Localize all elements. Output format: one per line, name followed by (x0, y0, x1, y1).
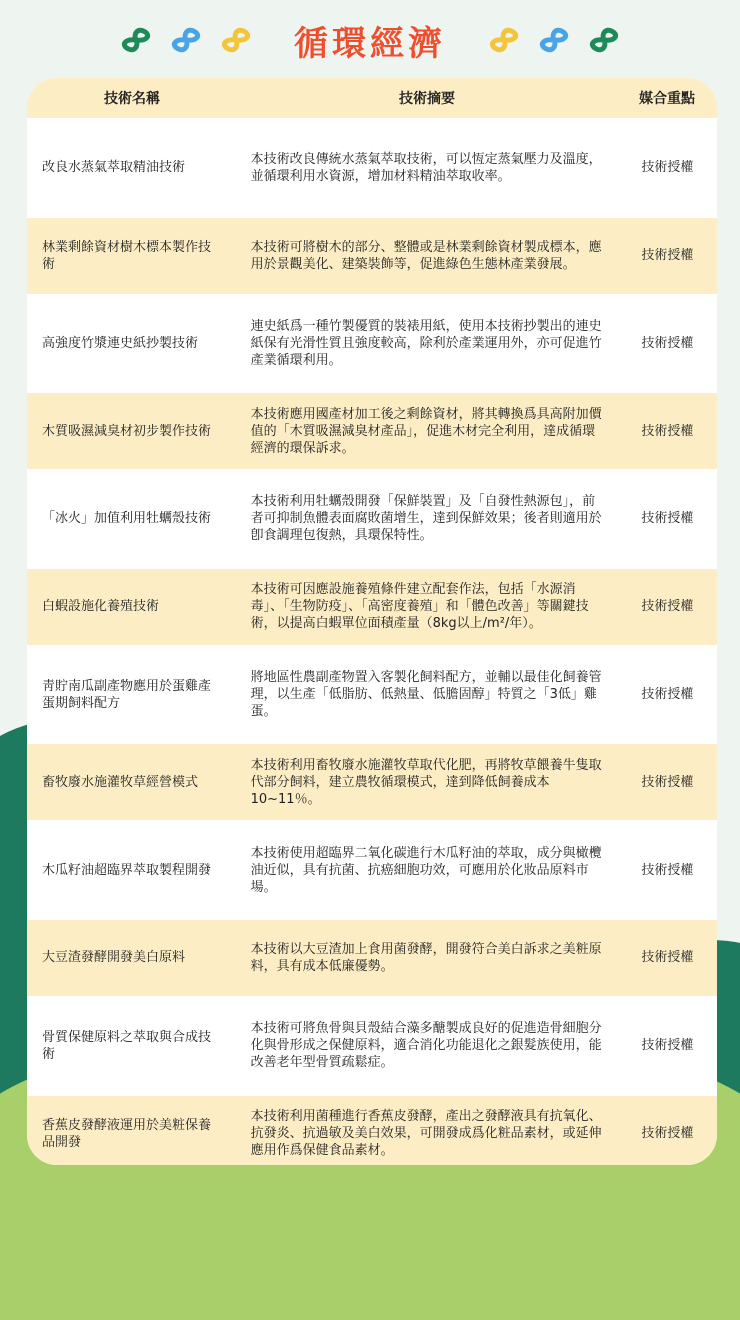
infinity-loop-icon (116, 20, 156, 60)
table-row (27, 1008, 717, 1084)
tech-summary: 本技術可將魚骨與貝殼結合藻多醣製成良好的促進造骨細胞分化與骨形成之保健原料，適合消化功能退化之銀髮族使用，能改善老年型骨質疏鬆症。 (250, 1021, 602, 1071)
table-header (27, 78, 717, 118)
infinity-loop-icon (584, 20, 624, 60)
infinity-loop-icon (166, 20, 206, 60)
technology-table (27, 78, 717, 1165)
infinity-loop-icon (216, 20, 256, 60)
matching-focus: 技術授權 (641, 248, 694, 264)
matching-focus: 技術授權 (641, 160, 694, 176)
matching-focus: 技術授權 (641, 1126, 694, 1142)
matching-focus: 技術授權 (641, 1038, 694, 1054)
tech-summary: 本技術利用菌種進行香蕉皮發酵，產出之發酵液具有抗氧化、抗發炎、抗過敏及美白效果，可開發成爲化粧品素材，或延伸應用作爲保健食品素材。 (250, 1109, 602, 1159)
matching-focus: 技術授權 (641, 511, 694, 527)
table-row (27, 218, 717, 294)
tech-name: 高強度竹漿連史紙抄製技術 (42, 335, 199, 351)
tech-summary: 本技術使用超臨界二氧化碳進行木瓜籽油的萃取，成分與橄欖油近似，具有抗菌、抗癌細胞功效，可應用於化妝品原料市場。 (250, 845, 602, 895)
tech-summary: 本技術利用畜牧廢水施灌牧草取代化肥，再將牧草餵養牛隻取代部分飼料，建立農牧循環模式，達到降低飼養成本10~11％。 (250, 757, 602, 807)
tech-summary: 本技術利用牡蠣殼開發「保鮮裝置」及「自發性熱源包」，前者可抑制魚體表面腐敗菌增生，達到保鮮效果；後者則適用於卽食調理包復熱，具環保特性。 (250, 494, 602, 544)
table-row (27, 393, 717, 469)
page-header (0, 14, 740, 66)
table-row (27, 1096, 717, 1165)
matching-focus: 技術授權 (641, 950, 694, 966)
header-matching-focus: 媒合重點 (639, 91, 695, 107)
table-row (27, 481, 717, 557)
table-row (27, 744, 717, 820)
infinity-loop-icon (534, 20, 574, 60)
matching-focus: 技術授權 (641, 687, 694, 703)
matching-focus: 技術授權 (641, 599, 694, 615)
matching-focus: 技術授權 (641, 335, 694, 351)
table-row (27, 657, 717, 733)
tech-name: 骨質保健原料之萃取與合成技術 (42, 1029, 212, 1062)
tech-name: 畜牧廢水施灌牧草經營模式 (42, 774, 199, 790)
infinity-loop-icon (484, 20, 524, 60)
tech-name: 「冰火」加值利用牡蠣殼技術 (42, 511, 212, 527)
matching-focus: 技術授權 (641, 774, 694, 790)
tech-summary: 本技術以大豆渣加上食用菌發酵，開發符合美白訴求之美粧原料，具有成本低廉優勢。 (250, 941, 602, 974)
table-row (27, 832, 717, 908)
page-title: 循環經濟 (294, 23, 446, 64)
table-row (27, 305, 717, 381)
tech-name: 香蕉皮發酵液運用於美粧保養品開發 (42, 1117, 212, 1150)
table-row (27, 920, 717, 996)
tech-summary: 本技術可將樹木的部分、整體或是林業剩餘資材製成標本，應用於景觀美化、建築裝飾等，促進綠色生態林產業發展。 (250, 239, 602, 272)
tech-summary: 連史紙爲一種竹製優質的裝裱用紙，使用本技術抄製出的連史紙保有光滑性質且強度較高，除利於產業運用外，亦可促進竹產業循環利用。 (250, 318, 602, 368)
table-row (27, 130, 717, 206)
tech-name: 木瓜籽油超臨界萃取製程開發 (42, 862, 212, 878)
tech-name: 林業剩餘資材樹木標本製作技術 (42, 239, 212, 272)
header-tech-name: 技術名稱 (104, 91, 160, 107)
matching-focus: 技術授權 (641, 423, 694, 439)
tech-name: 白蝦設施化養殖技術 (42, 599, 160, 615)
tech-name: 大豆渣發酵開發美白原料 (42, 950, 186, 966)
tech-name: 木質吸濕減臭材初步製作技術 (42, 423, 212, 439)
tech-summary: 本技術改良傳統水蒸氣萃取技術，可以恆定蒸氣壓力及溫度，並循環利用水資源，增加材料精油萃取收率。 (250, 151, 602, 184)
tech-name: 靑貯南瓜副產物應用於蛋雞產蛋期飼料配方 (42, 678, 212, 711)
tech-summary: 本技術應用國產材加工後之剩餘資材，將其轉換爲具高附加價值的「木質吸濕減臭材產品」，促進木材完全利用，達成循環經濟的環保訴求。 (250, 406, 602, 456)
tech-name: 改良水蒸氣萃取精油技術 (42, 160, 186, 176)
matching-focus: 技術授權 (641, 862, 694, 878)
table-row (27, 569, 717, 645)
header-tech-summary: 技術摘要 (399, 91, 455, 107)
tech-summary: 將地區性農副產物置入客製化飼料配方，並輔以最佳化飼養管理，以生產「低脂肪、低熱量、低膽固醇」特質之「3低」雞蛋。 (250, 670, 602, 720)
tech-summary: 本技術可因應設施養殖條件建立配套作法，包括「水源消毒」、「生物防疫」、「高密度養殖」和「體色改善」等關鍵技術，以提高白蝦單位面積產量（8kg以上/m²/年）。 (250, 582, 589, 632)
